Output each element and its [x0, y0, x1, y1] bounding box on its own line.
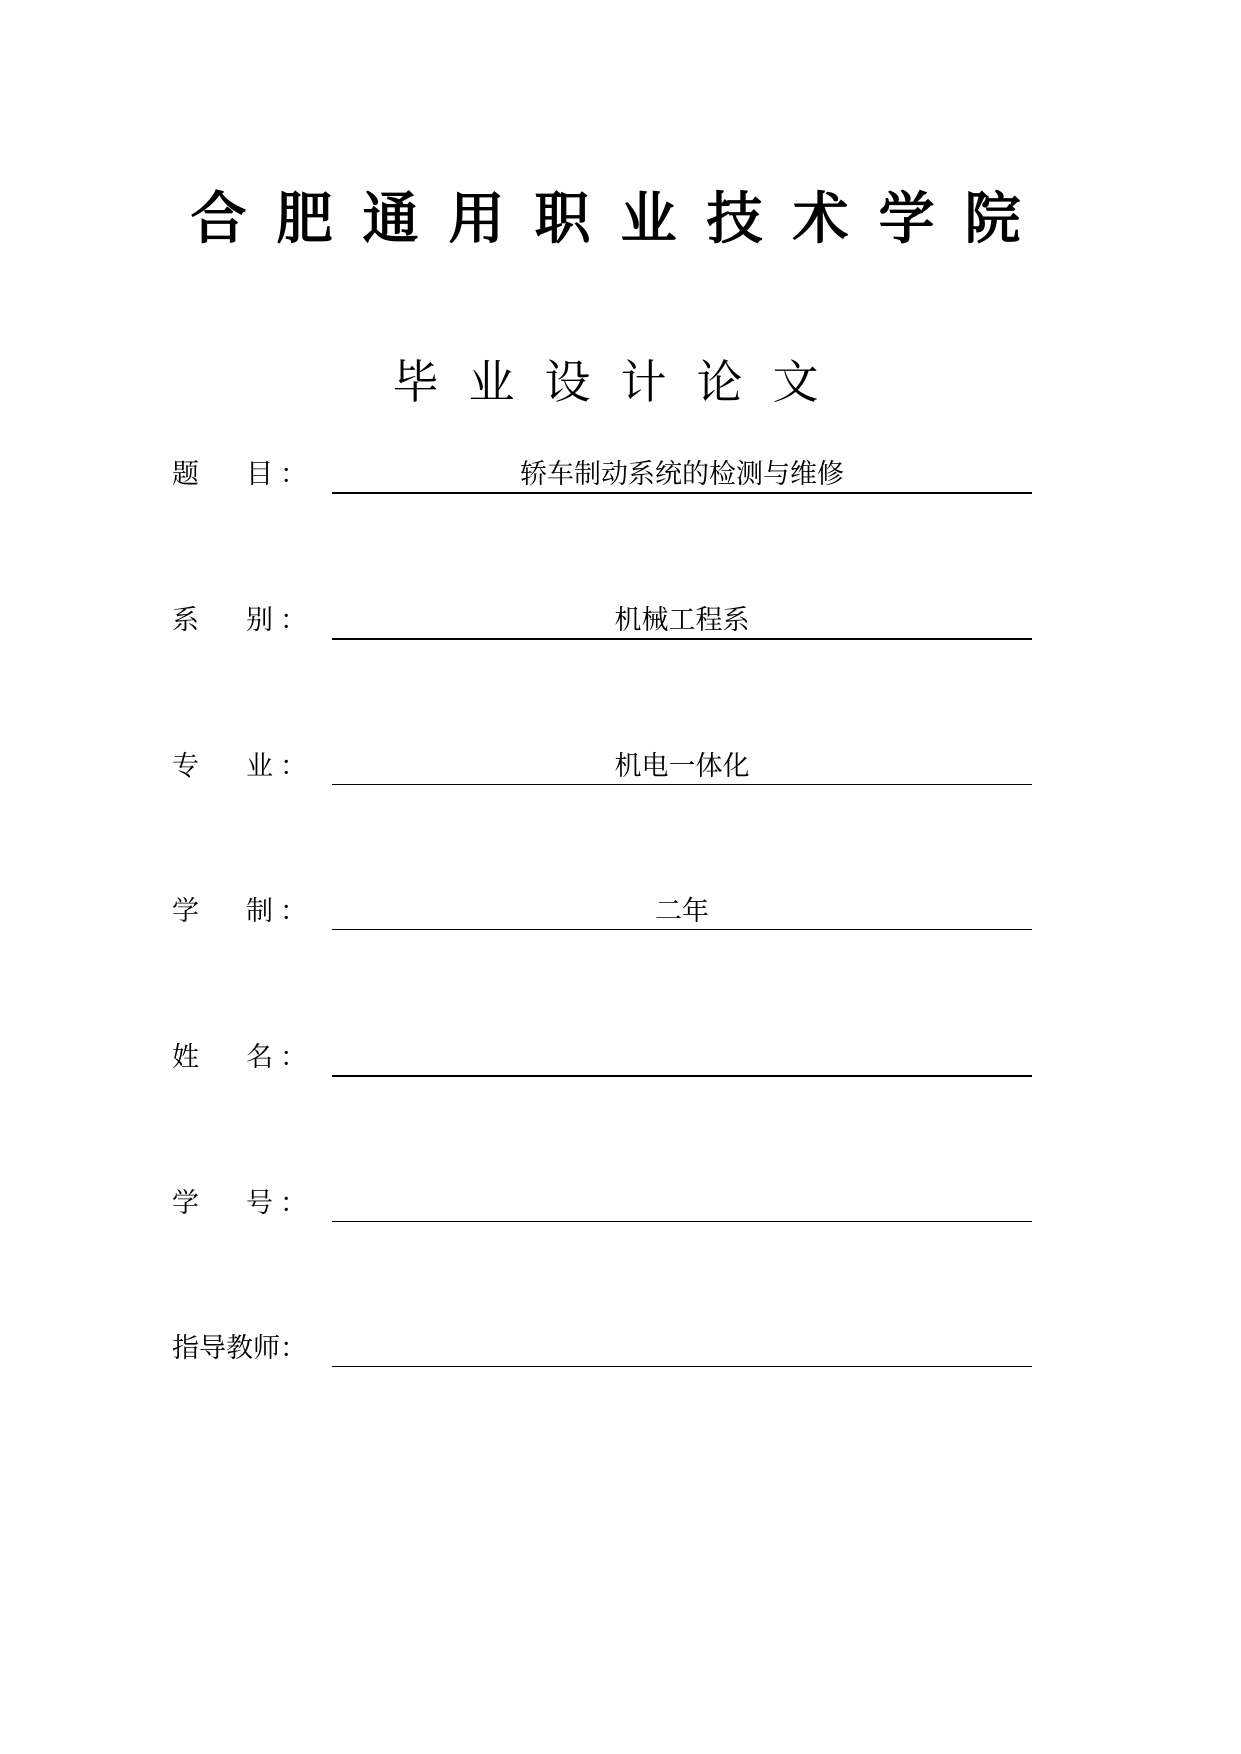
- field-label-advisor: 指导教师：: [172, 1333, 307, 1364]
- field-row-student-id: [172, 1187, 1032, 1227]
- label-colon: ：: [280, 605, 307, 636]
- document-type-heading: 毕业设计论文: [392, 355, 849, 409]
- field-value-program-length: 二年: [655, 896, 709, 927]
- label-char: 题: [172, 459, 199, 490]
- label-char: 目: [246, 459, 273, 490]
- label-colon: ：: [280, 1188, 307, 1219]
- field-row-department: [172, 604, 1032, 644]
- field-underline: [332, 492, 1032, 494]
- field-underline: [332, 1075, 1032, 1077]
- field-underline: [332, 929, 1032, 930]
- label-colon: ：: [280, 896, 307, 927]
- field-value-title: 轿车制动系统的检测与维修: [520, 459, 844, 490]
- field-row-major: [172, 750, 1032, 790]
- label-char: 别: [246, 605, 273, 636]
- label-char: 名: [246, 1042, 273, 1073]
- label-char: 专: [172, 751, 199, 782]
- label-char: 业: [246, 751, 273, 782]
- field-underline: [332, 784, 1032, 785]
- label-colon: ：: [280, 751, 307, 782]
- label-char: 学: [172, 896, 199, 927]
- field-row-advisor: [172, 1332, 1032, 1372]
- field-row-title: [172, 458, 1032, 498]
- field-value-major: 机电一体化: [614, 751, 750, 782]
- label-char: 姓: [172, 1042, 199, 1073]
- field-underline: [332, 638, 1032, 640]
- label-colon: ：: [280, 459, 307, 490]
- field-row-name: [172, 1041, 1032, 1081]
- label-char: 号: [246, 1188, 273, 1219]
- label-char: 学: [172, 1188, 199, 1219]
- field-underline: [332, 1366, 1032, 1367]
- school-name-title: 合肥通用职业技术学院: [190, 187, 1051, 252]
- field-value-department: 机械工程系: [614, 605, 750, 636]
- label-colon: ：: [280, 1042, 307, 1073]
- field-underline: [332, 1221, 1032, 1222]
- label-char: 系: [172, 605, 199, 636]
- field-row-program-length: [172, 895, 1032, 935]
- label-char: 制: [246, 896, 273, 927]
